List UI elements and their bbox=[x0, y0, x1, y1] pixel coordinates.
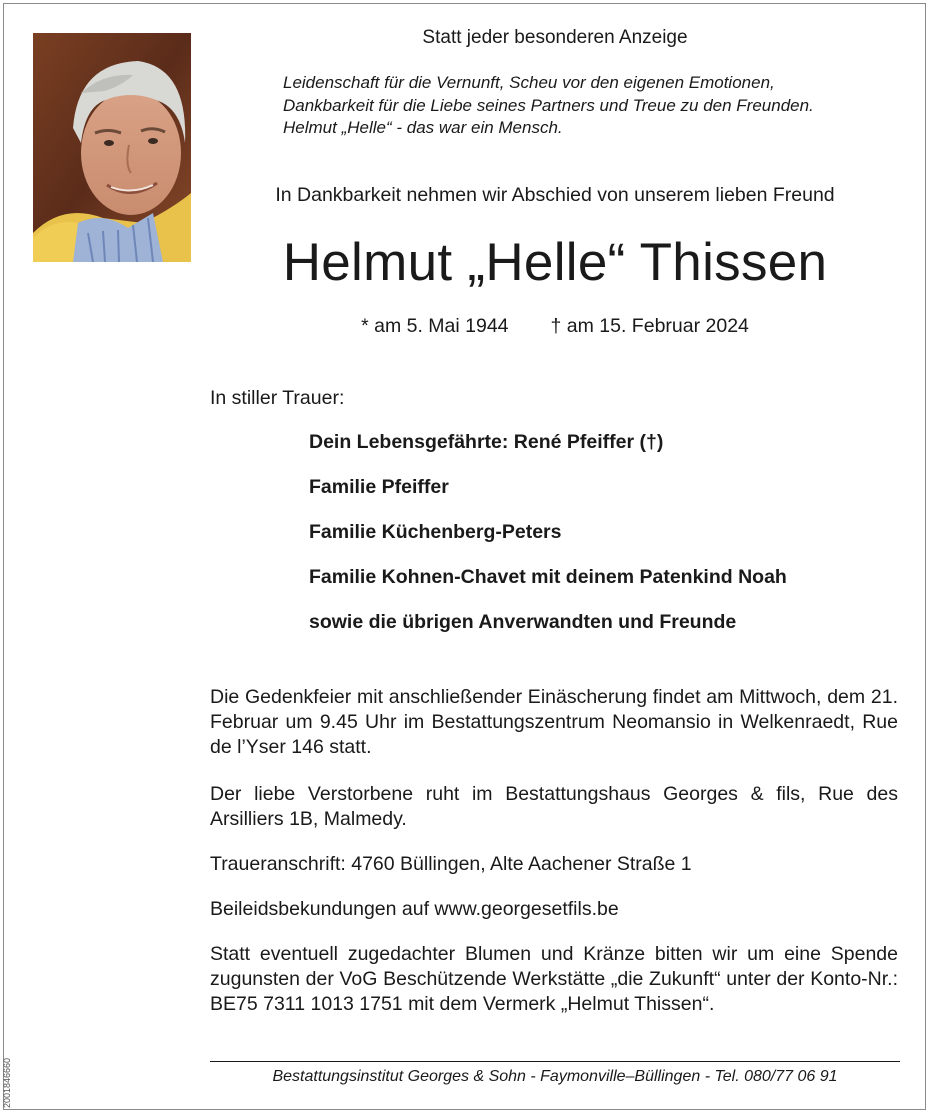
mourner-item: Dein Lebensgefährte: René Pfeiffer (†) bbox=[309, 431, 664, 453]
deceased-name: Helmut „Helle“ Thissen bbox=[282, 233, 828, 292]
funeral-home-footer: Bestattungsinstitut Georges & Sohn - Faymonville–Büllingen - Tel. 080/77 06 91 bbox=[272, 1068, 838, 1085]
donation-paragraph: Statt eventuell zugedachter Blumen und Kränze bitten wir um eine Spende zugunsten der VoG Beschützende Werkstätte „die Zukunft“ unter der Konto-Nr.: BE75 7311 1013 1751 mit dem Vermerk „Helmut Thissen“. bbox=[210, 943, 898, 1015]
mourner-item: Familie Kohnen-Chavet mit deinem Patenkind Noah bbox=[309, 566, 787, 588]
mourners-list bbox=[309, 430, 787, 655]
ceremony-paragraph: Die Gedenkfeier mit anschließender Einäscherung findet am Mittwoch, dem 21. Februar um 9.45 Uhr im Bestattungszentrum Neomansio in Welkenraedt, Rue de l’Yser 146 statt. bbox=[210, 686, 898, 758]
mourner-item: Familie Pfeiffer bbox=[309, 476, 449, 498]
farewell-text: In Dankbarkeit nehmen wir Abschied von unserem lieben Freund bbox=[275, 184, 835, 206]
notice-heading: Statt jeder besonderen Anzeige bbox=[422, 27, 688, 48]
death-date: † am 15. Februar 2024 bbox=[550, 315, 749, 337]
intro-line: Helmut „Helle“ - das war ein Mensch. bbox=[283, 118, 563, 137]
mourner-item: Familie Küchenberg-Peters bbox=[309, 521, 562, 543]
repose-paragraph: Der liebe Verstorbene ruht im Bestattungshaus Georges & fils, Rue des Arsilliers 1B, Malmedy. bbox=[210, 783, 898, 830]
intro-line: Dankbarkeit für die Liebe seines Partners und Treue zu den Freunden. bbox=[283, 95, 814, 115]
ad-reference-code: 2001846660 bbox=[2, 1057, 12, 1108]
mourner-item: sowie die übrigen Anverwandten und Freunde bbox=[309, 611, 737, 633]
intro-quote bbox=[283, 72, 903, 140]
life-dates bbox=[210, 315, 900, 338]
birth-date: * am 5. Mai 1944 bbox=[361, 315, 509, 337]
footer-divider bbox=[210, 1061, 900, 1062]
mourning-address: Traueranschrift: 4760 Büllingen, Alte Aachener Straße 1 bbox=[210, 853, 692, 875]
portrait-photo bbox=[33, 33, 191, 262]
condolence-website: Beileidsbekundungen auf www.georgesetfils.be bbox=[210, 898, 619, 920]
mourning-label: In stiller Trauer: bbox=[210, 387, 345, 409]
intro-line: Leidenschaft für die Vernunft, Scheu vor den eigenen Emotionen, bbox=[283, 73, 775, 92]
